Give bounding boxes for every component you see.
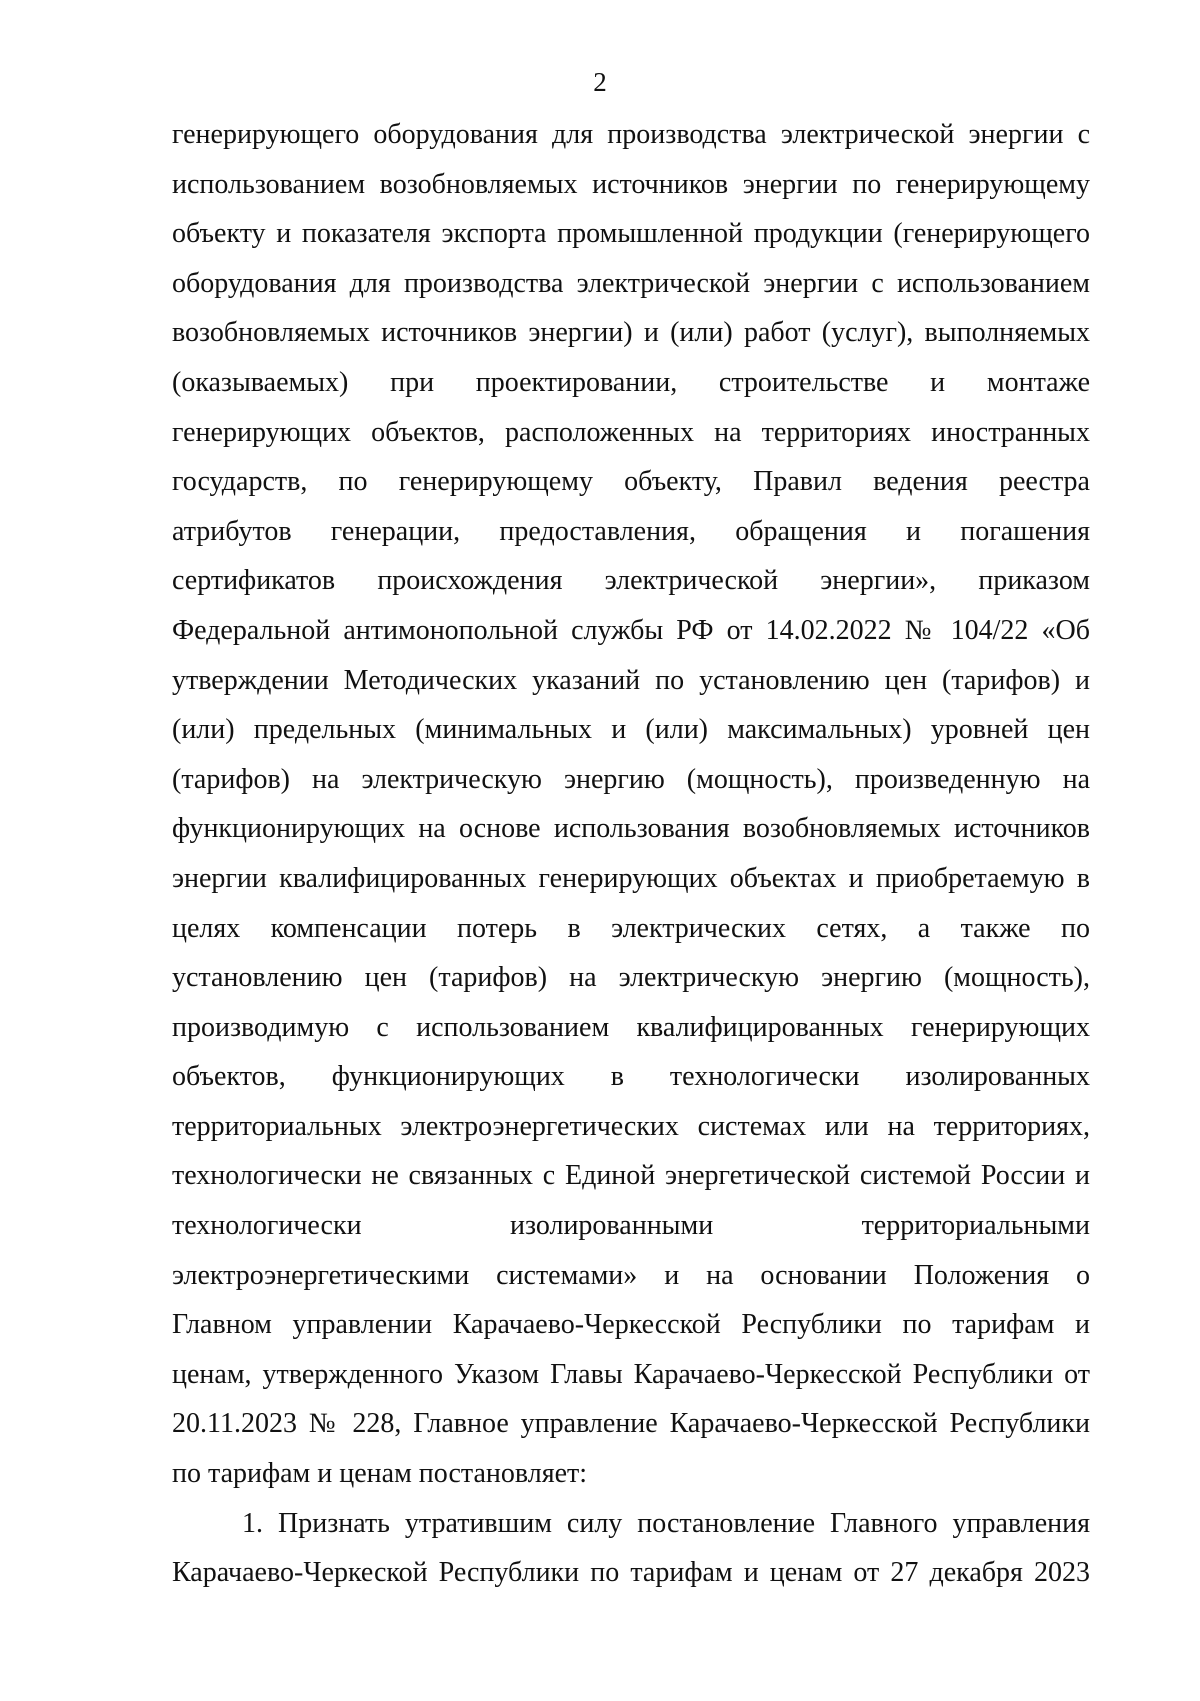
text-line: (или) предельных (минимальных и (или) максимальных) уровней цен (172, 714, 1090, 746)
text-line: использованием возобновляемых источников энергии по генерирующему (172, 168, 1090, 200)
text-line: ценам, утвержденного Указом Главы Карачаево-Черкесской Республики от (172, 1358, 1090, 1390)
text-line: государств, по генерирующему объекту, Правил ведения реестра (172, 466, 1090, 498)
text-line: целях компенсации потерь в электрических сетях, а также по (172, 912, 1090, 944)
text-line: генерирующих объектов, расположенных на территориях иностранных (172, 416, 1090, 448)
numbered-item-1: 1. Признать утратившим силу постановление Главного управления (242, 1507, 1090, 1539)
page-number: 2 (593, 67, 607, 97)
text-line: оборудования для производства электрической энергии с использованием (172, 267, 1090, 299)
text-line: функционирующих на основе использования возобновляемых источников (172, 813, 1090, 845)
text-line: (оказываемых) при проектировании, строительстве и монтаже (172, 366, 1090, 398)
text-line: (тарифов) на электрическую энергию (мощность), произведенную на (172, 763, 1090, 795)
text-line: установлению цен (тарифов) на электрическую энергию (мощность), (172, 962, 1090, 994)
text-line: сертификатов происхождения электрической энергии», приказом (172, 565, 1090, 597)
text-line: энергии квалифицированных генерирующих объектах и приобретаемую в (172, 862, 1090, 894)
text-line: возобновляемых источников энергии) и (или) работ (услуг), выполняемых (172, 317, 1090, 349)
text-line: 20.11.2023 № 228, Главное управление Карачаево-Черкесской Республики (172, 1408, 1090, 1440)
text-line: Федеральной антимонопольной службы РФ от 14.02.2022 № 104/22 «Об (172, 614, 1090, 646)
text-line: утверждении Методических указаний по установлению цен (тарифов) и (172, 664, 1090, 696)
text-line: электроэнергетическими системами» и на основании Положения о (172, 1259, 1090, 1291)
text-line: объектов, функционирующих в технологически изолированных (172, 1061, 1090, 1093)
text-line: территориальных электроэнергетических системах или на территориях, (172, 1110, 1090, 1142)
text-line: атрибутов генерации, предоставления, обращения и погашения (172, 515, 1090, 547)
text-line: по тарифам и ценам постановляет: (172, 1458, 588, 1490)
text-line: объекту и показателя экспорта промышленной продукции (генерирующего (172, 218, 1090, 250)
text-line: генерирующего оборудования для производства электрической энергии с (172, 119, 1090, 150)
text-line: Главном управлении Карачаево-Черкесской Республики по тарифам и (172, 1309, 1090, 1341)
text-line: технологически не связанных с Единой энергетической системой России и (172, 1160, 1090, 1192)
text-line: производимую с использованием квалифицированных генерирующих (172, 1011, 1090, 1043)
document-body (172, 110, 1090, 1598)
numbered-item-1-continuation: Карачаево-Черкеской Республики по тарифам и ценам от 27 декабря 2023 (172, 1557, 1090, 1589)
text-line: технологически изолированными территориальными (172, 1210, 1090, 1242)
